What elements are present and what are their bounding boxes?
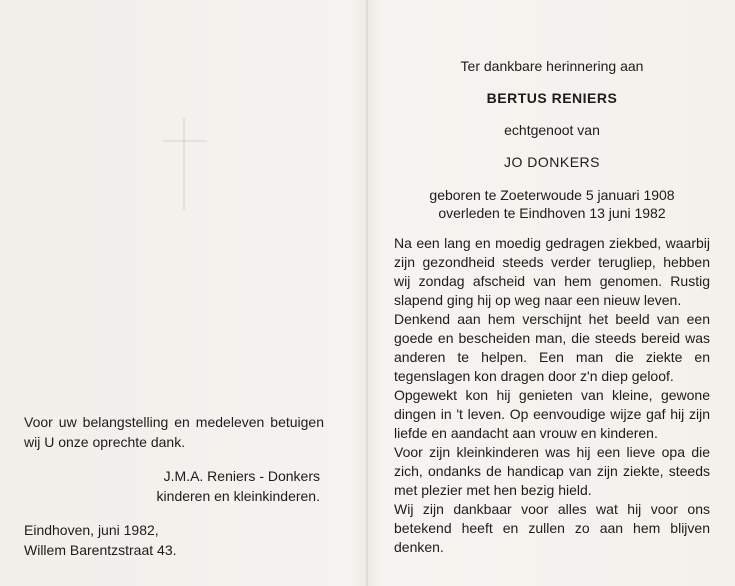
- paragraph-joys: Opgewekt kon hij genieten van kleine, gewone dingen in 't leven. Op eenvoudige wijze gaf hij zijn liefde en aandacht aan vrouw en kinderen.: [394, 387, 710, 441]
- paragraph-grandchildren: Voor zijn kleinkinderen was hij een lieve opa die zich, ondanks de handicap van zijn ziekte, steeds met plezier met hen bezig hield.: [394, 444, 710, 498]
- paragraph-illness: Na een lang en moedig gedragen ziekbed, waarbij zijn gezondheid steeds verder terugliep, hebben wij zondag afscheid van hem genomen. Rustig slapend ging hij op weg naar een nieuw leven.: [394, 235, 710, 308]
- card-fold-line: [366, 0, 368, 586]
- death-line: overleden te Eindhoven 13 juni 1982: [438, 205, 666, 221]
- faint-cross-bar: [163, 140, 207, 142]
- life-dates: [394, 186, 710, 222]
- signature-names: J.M.A. Reniers - Donkers: [163, 468, 320, 484]
- deceased-name: BERTUS RENIERS: [486, 90, 618, 106]
- faint-cross-icon: [183, 118, 185, 210]
- paragraph-character: Denkend aan hem verschijnt het beeld van een goede en bescheiden man, die steeds bereid was anderen te helpen. Een man die ziekte en tegenslagen kon dragen door z'n diep geloof.: [394, 311, 710, 384]
- paragraph-gratitude: Wij zijn dankbaar voor alles wat hij voor ons betekend heeft en zullen zo aan hem blijven denken.: [394, 501, 710, 555]
- intro-line: Ter dankbare herinnering aan: [460, 58, 644, 74]
- place-date: Eindhoven, juni 1982,: [24, 522, 159, 538]
- signature-family: kinderen en kleinkinderen.: [156, 488, 320, 504]
- thanks-text: Voor uw belangstelling en medeleven betuigen wij U onze oprechte dank.: [24, 414, 324, 450]
- spouse-label: echtgenoot van: [504, 122, 600, 138]
- left-panel: [24, 412, 324, 560]
- address: Willem Barentzstraat 43.: [24, 542, 177, 558]
- spouse-name: JO DONKERS: [503, 154, 600, 170]
- right-panel: [394, 56, 710, 557]
- birth-line: geboren te Zoeterwoude 5 januari 1908: [429, 187, 675, 203]
